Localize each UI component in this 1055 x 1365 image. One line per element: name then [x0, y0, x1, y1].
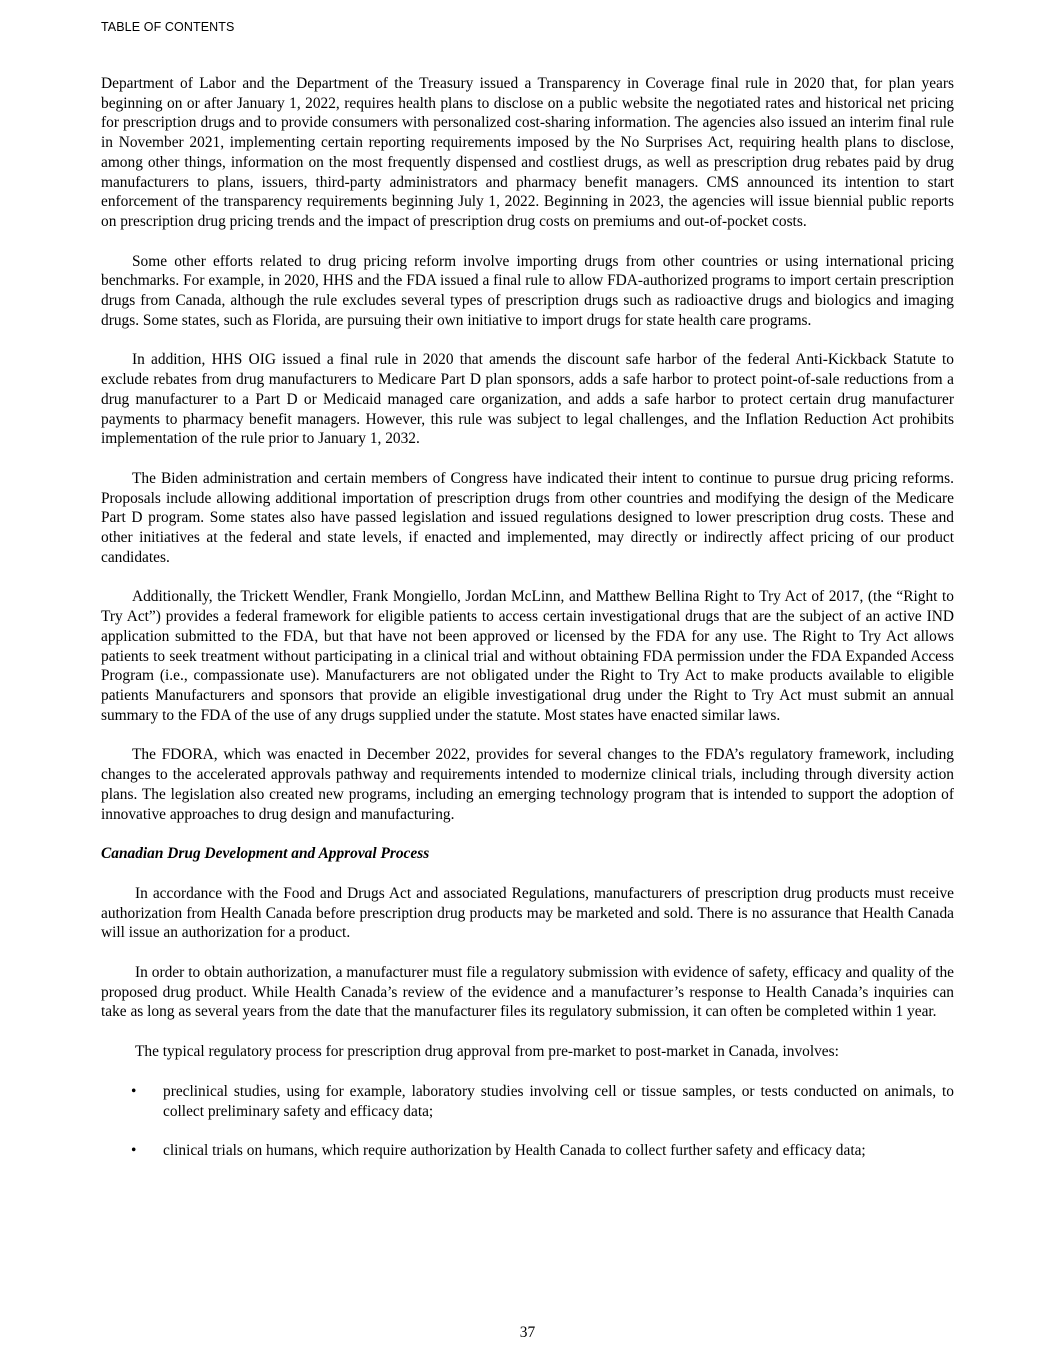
paragraph-health-canada-authorization: In accordance with the Food and Drugs Act and associated Regulations, manufacturers of prescription drug products must receive authorization from Health Canada before prescription drug products may be marketed and sold. There is no assurance that Health Canada will issue an authorization for a product. — [101, 884, 954, 942]
table-of-contents-link[interactable]: TABLE OF CONTENTS — [101, 20, 235, 34]
list-item-text: preclinical studies, using for example, laboratory studies involving cell or tissue samples, or tests conducted on animals, to collect preliminary safety and efficacy data; — [163, 1082, 954, 1120]
paragraph-transparency-rule: Department of Labor and the Department of the Treasury issued a Transparency in Coverage final rule in 2020 that, for plan years beginning on or after January 1, 2022, requires health plans to disclose on a public website the negotiated rates and historical net pricing for prescription drugs and to provide consumers with personalized cost-sharing information. The agencies also issued an interim final rule in November 2021, implementing certain reporting requirements imposed by the No Surprises Act, requiring health plans to disclose, among other things, information on the most frequently dispensed and costliest drugs, as well as prescription drug rebates paid by drug manufacturers to plans, issuers, third-party administrators and pharmacy benefit managers. CMS announced its intention to start enforcement of the transparency requirements beginning July 1, 2022. Beginning in 2023, the agencies will issue biennial public reports on prescription drug pricing trends and the impact of prescription drug costs on premiums and out-of-pocket costs. — [101, 75, 954, 230]
list-item-text: clinical trials on humans, which require authorization by Health Canada to collect further safety and efficacy data; — [163, 1142, 866, 1160]
list-item-preclinical-studies — [101, 1082, 954, 1121]
paragraph-typical-process-intro: The typical regulatory process for prescription drug approval from pre-market to post-market in Canada, involves: — [135, 1043, 839, 1061]
bullet-icon: • — [131, 1142, 137, 1160]
page-number: 37 — [519, 1324, 536, 1341]
list-item-clinical-trials — [101, 1141, 954, 1161]
paragraph-drug-importation: Some other efforts related to drug pricing reform involve importing drugs from other countries or using international pricing benchmarks. For example, in 2020, HHS and the FDA issued a final rule to allow FDA-authorized programs to import certain prescription drugs from Canada, although the rule excludes several types of prescription drugs such as radioactive drugs and biologics and imaging drugs. Some states, such as Florida, are pursuing their own initiative to import drugs for state health care programs. — [101, 252, 954, 329]
paragraph-right-to-try-act: Additionally, the Trickett Wendler, Frank Mongiello, Jordan McLinn, and Matthew Bellina Right to Try Act of 2017, (the “Right to Try Act”) provides a federal framework for eligible patients to access certain investigational drugs that are the subject of an active IND application submitted to the FDA, but that have not been approved or licensed by the FDA for any use. The Right to Try Act allows patients to seek treatment without participating in a clinical trial and without obtaining FDA permission under the FDA Expanded Access Program (i.e., compassionate use). Manufacturers are not obligated under the Right to Try Act to make products available to eligible patients Manufacturers and sponsors that provide an eligible investigational drug under the Right to Try Act must submit an annual summary to the FDA of the use of any drugs supplied under the statute. Most states have enacted similar laws. — [101, 588, 954, 724]
document-body — [101, 74, 954, 1181]
section-heading-canadian-process: Canadian Drug Development and Approval Process — [101, 845, 430, 863]
paragraph-anti-kickback-rule: In addition, HHS OIG issued a final rule in 2020 that amends the discount safe harbor of the federal Anti-Kickback Statute to exclude rebates from drug manufacturers to Medicare Part D plan sponsors, adds a safe harbor to protect point-of-sale reductions from a drug manufacturer to a Part D or Medicaid managed care organization, and adds a safe harbor to protect certain drug manufacturer payments to pharmacy benefit managers. However, this rule was subject to legal challenges, and the Inflation Reduction Act prohibits implementation of the rule prior to January 1, 2032. — [101, 351, 954, 448]
bullet-icon: • — [131, 1082, 137, 1100]
process-steps-list — [101, 1082, 954, 1161]
paragraph-regulatory-submission: In order to obtain authorization, a manufacturer must file a regulatory submission with evidence of safety, efficacy and quality of the proposed drug product. While Health Canada’s review of the evidence and a manufacturer’s response to Health Canada’s inquiries can take as long as several years from the date that the manufacturer files its regulatory submission, it can often be completed within 1 year. — [101, 964, 954, 1021]
paragraph-fdora: The FDORA, which was enacted in December 2022, provides for several changes to the FDA’s regulatory framework, including changes to the accelerated approvals pathway and requirements intended to modernize clinical trials, including through diversity action plans. The legislation also created new programs, including an emerging technology program that is intended to support the adoption of innovative approaches to drug design and manufacturing. — [101, 746, 954, 823]
paragraph-biden-administration: The Biden administration and certain members of Congress have indicated their intent to continue to pursue drug pricing reforms. Proposals include allowing additional importation of prescription drugs from other countries and modifying the design of the Medicare Part D program. Some states also have passed legislation and issued regulations designed to lower prescription drug costs. These and other initiatives at the federal and state levels, if enacted and implemented, may directly or indirectly affect pricing of our product candidates. — [101, 469, 954, 566]
